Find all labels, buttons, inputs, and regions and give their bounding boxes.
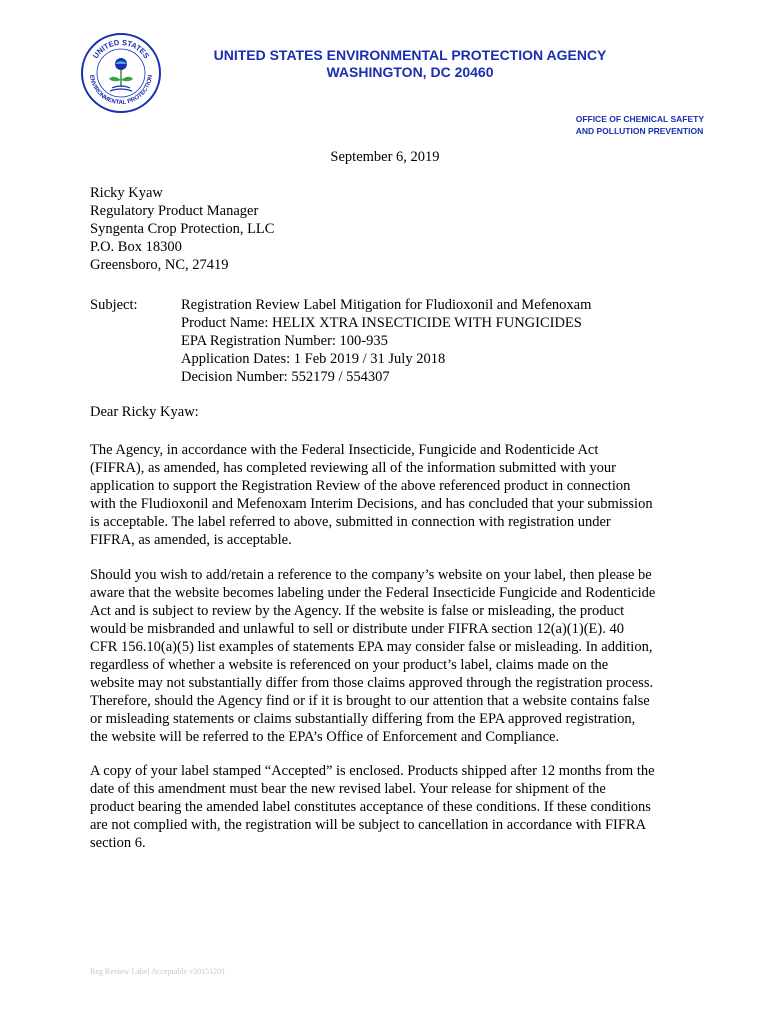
letter-date: September 6, 2019 <box>330 149 440 165</box>
greeting: Dear Ricky Kyaw: <box>90 404 199 420</box>
text-line: CFR 156.10(a)(5) list examples of statements EPA may consider false or misleading. In addition, <box>90 639 653 655</box>
recipient-title: Regulatory Product Manager <box>90 203 259 219</box>
agency-city: WASHINGTON, DC 20460 <box>326 64 494 80</box>
text-line: product bearing the amended label constitutes acceptance of these conditions. If these conditions <box>90 799 651 815</box>
subject-label: Subject: <box>90 297 138 313</box>
text-line: section 6. <box>90 835 146 851</box>
text-line: the website will be referred to the EPA’s Office of Enforcement and Compliance. <box>90 729 560 745</box>
recipient-company: Syngenta Crop Protection, LLC <box>90 221 275 237</box>
text-line: application to support the Registration Review of the above referenced product in connection <box>90 478 631 494</box>
office-name <box>576 113 704 137</box>
body-paragraph-2 <box>90 566 684 746</box>
subject-lines <box>181 296 591 386</box>
office-line-2: AND POLLUTION PREVENTION <box>575 126 704 136</box>
text-line: are not complied with, the registration will be subject to cancellation in accordance with FIFRA <box>90 817 647 833</box>
subject-line: EPA Registration Number: 100-935 <box>181 333 388 349</box>
svg-text:UNITED STATES: UNITED STATES <box>90 37 152 61</box>
recipient-name: Ricky Kyaw <box>90 185 163 201</box>
text-line: aware that the website becomes labeling under the Federal Insecticide Fungicide and Rodenticide <box>90 585 656 601</box>
subject-line: Application Dates: 1 Feb 2019 / 31 July 2018 <box>181 351 446 367</box>
text-line: FIFRA, as amended, is acceptable. <box>90 532 292 548</box>
subject-line: Product Name: HELIX XTRA INSECTICIDE WITH FUNGICIDES <box>181 315 582 331</box>
text-line: would be misbranded and unlawful to sell or distribute under FIFRA section 12(a)(1)(E). 40 <box>90 621 624 637</box>
recipient-po-box: P.O. Box 18300 <box>90 239 182 255</box>
text-line: date of this amendment must bear the new revised label. Your release for shipment of the <box>90 781 606 797</box>
office-line-1: OFFICE OF CHEMICAL SAFETY <box>575 114 704 124</box>
recipient-address <box>90 184 274 274</box>
agency-header <box>150 47 670 81</box>
text-line: A copy of your label stamped “Accepted” is enclosed. Products shipped after 12 months from the <box>90 763 655 779</box>
text-line: (FIFRA), as amended, has completed reviewing all of the information submitted with your <box>90 460 616 476</box>
agency-name: UNITED STATES ENVIRONMENTAL PROTECTION AGENCY <box>213 47 607 63</box>
body-paragraph-3 <box>90 762 684 852</box>
text-line: or misleading statements or claims substantially differing from the EPA approved registration, <box>90 711 636 727</box>
text-line: website may not substantially differ from those claims approved through the registration process. <box>90 675 654 691</box>
text-line: regardless of whether a website is referenced on your product’s label, claims made on the <box>90 657 609 673</box>
svg-text:ENVIRONMENTAL PROTECTION: ENVIRONMENTAL PROTECTION <box>88 74 154 107</box>
text-line: Therefore, should the Agency find or if it is brought to our attention that a website contains false <box>90 693 650 709</box>
recipient-city: Greensboro, NC, 27419 <box>90 257 229 273</box>
footer-version: Reg Review Label Acceptable v20151201 <box>90 967 226 976</box>
subject-line: Decision Number: 552179 / 554307 <box>181 369 390 385</box>
text-line: Act and is subject to review by the Agency. If the website is false or misleading, the product <box>90 603 625 619</box>
subject-line: Registration Review Label Mitigation for Fludioxonil and Mefenoxam <box>181 297 592 313</box>
text-line: with the Fludioxonil and Mefenoxam Interim Decisions, and has concluded that your submission <box>90 496 653 512</box>
text-line: The Agency, in accordance with the Federal Insecticide, Fungicide and Rodenticide Act <box>90 442 599 458</box>
body-paragraph-1 <box>90 441 684 549</box>
text-line: Should you wish to add/retain a reference to the company’s website on your label, then please be <box>90 567 652 583</box>
text-line: is acceptable. The label referred to above, submitted in connection with registration under <box>90 514 611 530</box>
